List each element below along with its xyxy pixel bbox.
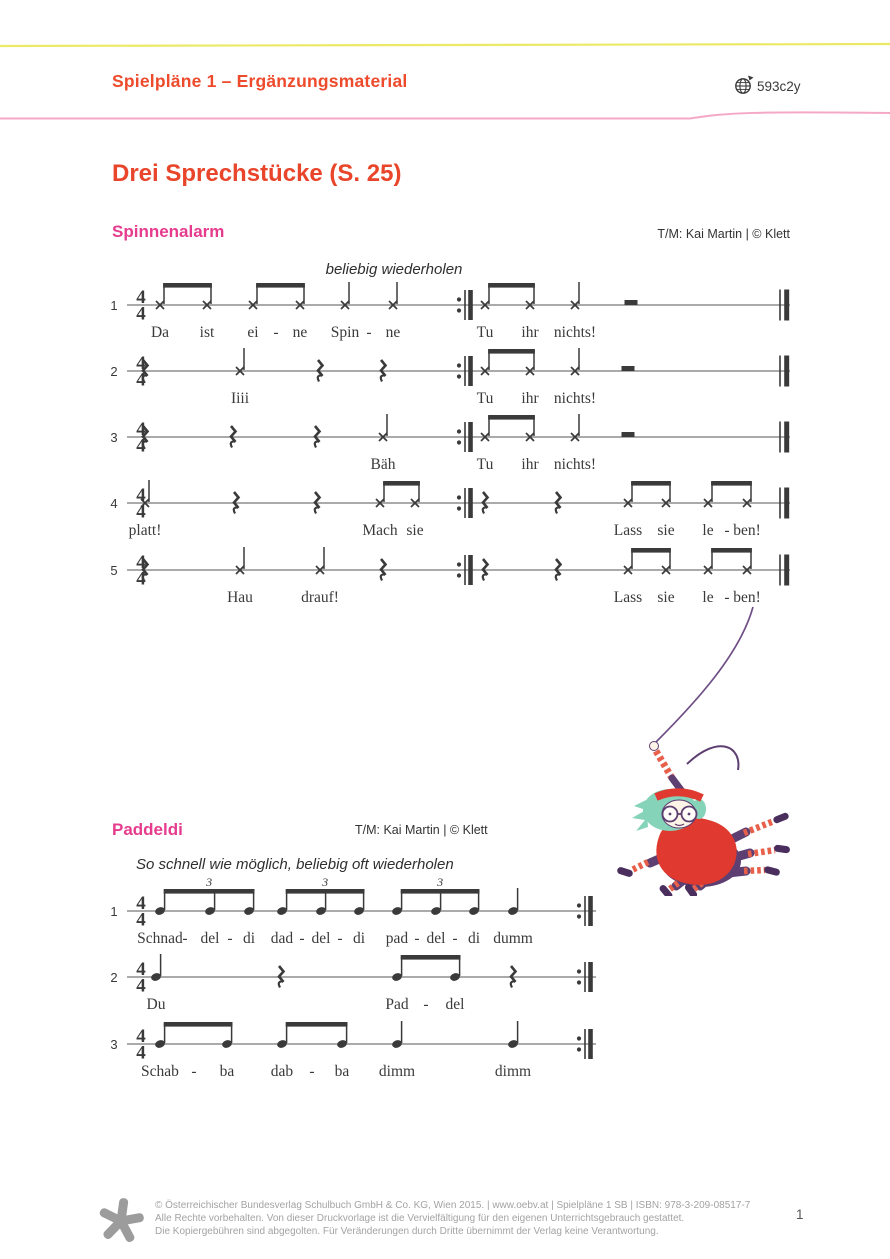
svg-text:3: 3 (110, 430, 118, 445)
svg-text:4: 4 (136, 893, 146, 914)
svg-text:del: del (445, 996, 465, 1013)
svg-text:4: 4 (136, 959, 146, 980)
svg-text:4: 4 (136, 568, 146, 590)
svg-text:ihr: ihr (521, 390, 539, 407)
svg-text:nichts!: nichts! (553, 390, 597, 407)
svg-text:di: di (242, 930, 256, 947)
svg-text:1: 1 (110, 904, 118, 919)
footer-line: Alle Rechte vorbehalten. Von dieser Druckvorlage ist die Vervielfältigung für den eigenen Unterrichtsgebrauch gestattet. (155, 1213, 685, 1224)
svg-text:-: - (227, 930, 233, 947)
svg-text:ihr: ihr (521, 456, 539, 473)
svg-text:5: 5 (110, 563, 118, 578)
instruction-paddeldi: So schnell wie möglich, beliebig oft wiederholen (136, 856, 454, 873)
svg-text:Pad: Pad (385, 996, 409, 1013)
svg-text:4: 4 (136, 369, 146, 391)
svg-text:4: 4 (136, 909, 146, 931)
svg-text:4: 4 (136, 1026, 146, 1047)
svg-text:-: - (273, 324, 279, 341)
svg-text:dimm: dimm (378, 1063, 416, 1080)
svg-text:Schab: Schab (141, 1063, 179, 1080)
svg-text:4: 4 (136, 501, 146, 523)
svg-text:del: del (200, 930, 220, 947)
svg-text:-: - (366, 324, 372, 341)
svg-text:ben!: ben! (733, 522, 761, 539)
svg-text:Hau: Hau (227, 589, 253, 606)
svg-text:-: - (724, 589, 730, 606)
header-rule-yellow (0, 44, 890, 46)
svg-text:3: 3 (206, 877, 213, 889)
svg-text:Bäh: Bäh (370, 456, 396, 473)
svg-text:Da: Da (150, 324, 170, 341)
svg-text:Lass: Lass (613, 522, 643, 539)
credit-spinnenalarm: T/M: Kai Martin | © Klett (657, 227, 790, 241)
svg-text:-: - (191, 1063, 197, 1080)
svg-text:-: - (724, 522, 730, 539)
svg-text:ne: ne (385, 324, 401, 341)
oebv-logo-icon (98, 1196, 144, 1246)
svg-text:Spin: Spin (330, 324, 360, 341)
section-title-spinnenalarm: Spinnenalarm (112, 222, 225, 241)
header-title: Spielpläne 1 – Ergänzungsmaterial (112, 71, 408, 91)
svg-text:drauf!: drauf! (301, 589, 339, 606)
svg-text:3: 3 (437, 877, 444, 889)
svg-text:ihr: ihr (521, 324, 539, 341)
credit-paddeldi: T/M: Kai Martin | © Klett (355, 823, 488, 837)
svg-text:-: - (337, 930, 343, 947)
section-title-paddeldi: Paddeldi (112, 820, 183, 839)
svg-text:Tu: Tu (476, 456, 494, 473)
page-number: 1 (796, 1207, 804, 1222)
svg-text:ist: ist (199, 324, 215, 341)
svg-text:4: 4 (110, 496, 118, 511)
svg-text:platt!: platt! (128, 522, 162, 539)
instruction-spinnenalarm: beliebig wiederholen (325, 261, 463, 278)
footer-line: Die Kopiergebühren sind abgegolten. Für Veränderungen durch Dritte übernimmt der Verlag keine Verantwortung. (155, 1226, 659, 1237)
svg-text:di: di (467, 930, 481, 947)
svg-text:ei: ei (247, 324, 259, 341)
svg-text:sie: sie (406, 522, 424, 539)
footer-line: © Österreichischer Bundesverlag Schulbuch GmbH & Co. KG, Wien 2015. | www.oebv.at | Spielpläne 1 SB | ISBN: 978-3-209-08517-7 (155, 1200, 751, 1211)
svg-text:4: 4 (136, 485, 146, 506)
svg-text:le: le (702, 522, 714, 539)
svg-text:2: 2 (110, 364, 118, 379)
svg-text:ba: ba (334, 1063, 350, 1080)
svg-text:del: del (311, 930, 331, 947)
svg-text:dad: dad (270, 930, 294, 947)
svg-text:Schnad: Schnad (137, 930, 183, 947)
svg-text:4: 4 (136, 435, 146, 457)
footer-text (155, 1199, 750, 1238)
svg-text:Iiii: Iiii (230, 390, 250, 407)
svg-text:-: - (423, 996, 429, 1013)
svg-text:ba: ba (219, 1063, 235, 1080)
header-rules (0, 0, 890, 130)
svg-text:del: del (426, 930, 446, 947)
svg-text:nichts!: nichts! (553, 456, 597, 473)
svg-text:Tu: Tu (476, 324, 494, 341)
svg-text:-: - (299, 930, 305, 947)
svg-text:Tu: Tu (476, 390, 494, 407)
svg-text:di: di (352, 930, 366, 947)
svg-text:le: le (702, 589, 714, 606)
spider-illustration (588, 594, 800, 896)
svg-text:-: - (182, 930, 188, 947)
svg-text:-: - (452, 930, 458, 947)
svg-text:-: - (309, 1063, 315, 1080)
svg-text:nichts!: nichts! (553, 324, 597, 341)
web-code: 593c2y (757, 79, 801, 94)
page-title: Drei Sprechstücke (S. 25) (112, 160, 402, 187)
svg-text:4: 4 (136, 353, 146, 374)
svg-text:-: - (414, 930, 420, 947)
svg-text:pad: pad (385, 930, 409, 947)
svg-text:dumm: dumm (493, 930, 533, 947)
globe-icon (733, 74, 755, 96)
svg-text:ben!: ben! (733, 589, 761, 606)
svg-text:4: 4 (136, 975, 146, 997)
staff-paddeldi-3 (104, 1010, 804, 1094)
svg-text:Mach: Mach (362, 522, 398, 539)
svg-text:Lass: Lass (613, 589, 643, 606)
svg-text:4: 4 (136, 1042, 146, 1064)
svg-text:4: 4 (136, 552, 146, 573)
svg-text:ne: ne (292, 324, 308, 341)
header-rule-pink (0, 112, 890, 118)
svg-text:4: 4 (136, 419, 146, 440)
svg-text:2: 2 (110, 970, 118, 985)
svg-text:dab: dab (270, 1063, 294, 1080)
svg-text:sie: sie (657, 522, 675, 539)
svg-text:sie: sie (657, 589, 675, 606)
svg-text:4: 4 (136, 303, 146, 325)
svg-text:dimm: dimm (494, 1063, 532, 1080)
svg-text:4: 4 (136, 287, 146, 308)
svg-text:1: 1 (110, 298, 118, 313)
svg-text:3: 3 (322, 877, 329, 889)
svg-text:Du: Du (146, 996, 166, 1013)
svg-text:3: 3 (110, 1037, 118, 1052)
